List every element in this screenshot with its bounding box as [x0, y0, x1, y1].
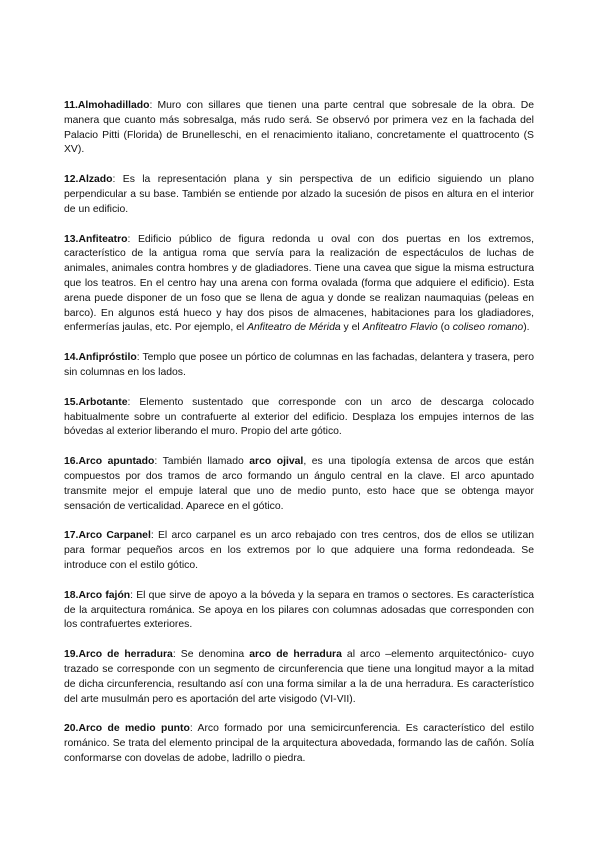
entry-text: : El arco carpanel es un arco rebajado con tres centros, dos de ellos se utilizan para formar pequeños arcos en los extremos por lo que adquiere una forma redondeada. Se introduce con el estilo gótico. — [64, 530, 534, 571]
entry-highlight: arco ojival — [249, 456, 304, 468]
entry-example: coliseo romano — [452, 322, 524, 334]
entry-term: 16.Arco apuntado — [64, 456, 155, 468]
entry-example: Anfiteatro de Mérida — [247, 322, 341, 334]
glossary-entries — [64, 99, 534, 782]
entry-text: : Elemento sustentado que corresponde con un arco de descarga colocado habitualmente sobre un contrafuerte al exterior del edificio. Desplaza los empujes internos de las bóvedas al exterior liberando el muro. Propio del arte gótico. — [64, 396, 534, 438]
entry-text: : Es la representación plana y sin perspectiva de un edificio siguiendo un plano perpendicular a su base. También se entiende por alzado la sucesión de pisos en altura en el interior de un edificio. — [64, 174, 534, 215]
entry-term: 18.Arco fajón — [64, 589, 131, 601]
glossary-entry — [64, 351, 534, 381]
entry-text: : Se denomina — [172, 649, 250, 661]
glossary-entry — [64, 529, 534, 573]
entry-term: 19.Arco de herradura — [64, 649, 173, 661]
glossary-entry — [64, 589, 534, 633]
entry-term: 14.Anfipróstilo — [64, 352, 137, 364]
entry-text: : Templo que posee un pórtico de columnas en las fachadas, delantera y trasera, pero sin columnas en los lados. — [64, 352, 534, 378]
entry-term: 12.Alzado — [64, 174, 113, 186]
entry-text: (o — [437, 322, 453, 334]
entry-text: , es una tipología extensa de arcos que están compuestos por dos tramos de arco formando un ángulo central en la clave. El arco apuntado transmite mejor el empuje lateral que uno de medio punto, esto hace que se obtenga mayor sensación de verticalidad. Aparece en el gótico. — [64, 456, 534, 512]
entry-term: 13.Anfiteatro — [64, 233, 128, 245]
glossary-entry — [64, 396, 534, 440]
glossary-entry — [64, 722, 534, 766]
entry-example: Anfiteatro Flavio — [362, 322, 438, 334]
glossary-entry — [64, 99, 534, 158]
glossary-entry — [64, 233, 534, 337]
glossary-entry — [64, 648, 534, 707]
entry-text: ). — [523, 322, 530, 334]
glossary-entry — [64, 173, 534, 217]
entry-term: 17.Arco Carpanel — [64, 530, 151, 542]
entry-term: 15.Arbotante — [64, 396, 128, 408]
entry-text: : Edificio público de figura redonda u oval con dos puertas en los extremos, característico de la antigua roma que servía para la realización de espectáculos de luchas de animales, animales contra hombres y de gladiadores. Tiene una cavea que sigue la misma estructura que los teatros. En el centro hay una arena con forma ovalada (forma que adquiere el edificio). Esta arena puede disponer de un foso que se llena de agua y donde se realizan naumaquias (peleas en barco). En algunos está hueco y hay dos pisos de almacenes, habitaciones para los gladiadores, enfermerías jaulas, etc. Por ejemplo, el — [64, 233, 534, 334]
entry-term: 11.Almohadillado — [64, 100, 150, 111]
glossary-entry — [64, 455, 534, 514]
entry-text: : Arco formado por una semicircunferencia. Es característico del estilo románico. Se trata del elemento principal de la arquitectura abovedada, formando las de cañón. Solía conformarse con dovelas de adobe, ladrillo o piedra. — [64, 723, 534, 764]
entry-text: y el — [340, 322, 363, 334]
entry-text: al arco –elemento arquitectónico- cuyo trazado se corresponde con un segmento de circunferencia que tiene una longitud mayor a la mitad de dicha circunferencia, resultando así con una forma similar a la de una herradura. Es característico del arte musulmán pero es aportación del arte visigodo (VI-VII). — [64, 649, 535, 705]
entry-term: 20.Arco de medio punto — [64, 723, 190, 735]
entry-highlight: arco de herradura — [249, 649, 342, 661]
entry-text: : También llamado — [154, 456, 250, 468]
entry-text: : Muro con sillares que tienen una parte central que sobresale de la obra. De manera que cuanto más sobresalga, más rudo será. Se observó por primera vez en la fachada del Palacio Pitti (Florida) de Brunelleschi, en el renacimiento italiano, concretamente el quattrocento (S XV). — [64, 100, 534, 156]
entry-text: : El que sirve de apoyo a la bóveda y la separa en tramos o sectores. Es característica de la arquitectura románica. Se apoya en los pilares con columnas adosadas que corresponden con los contrafuertes exteriores. — [64, 589, 534, 631]
